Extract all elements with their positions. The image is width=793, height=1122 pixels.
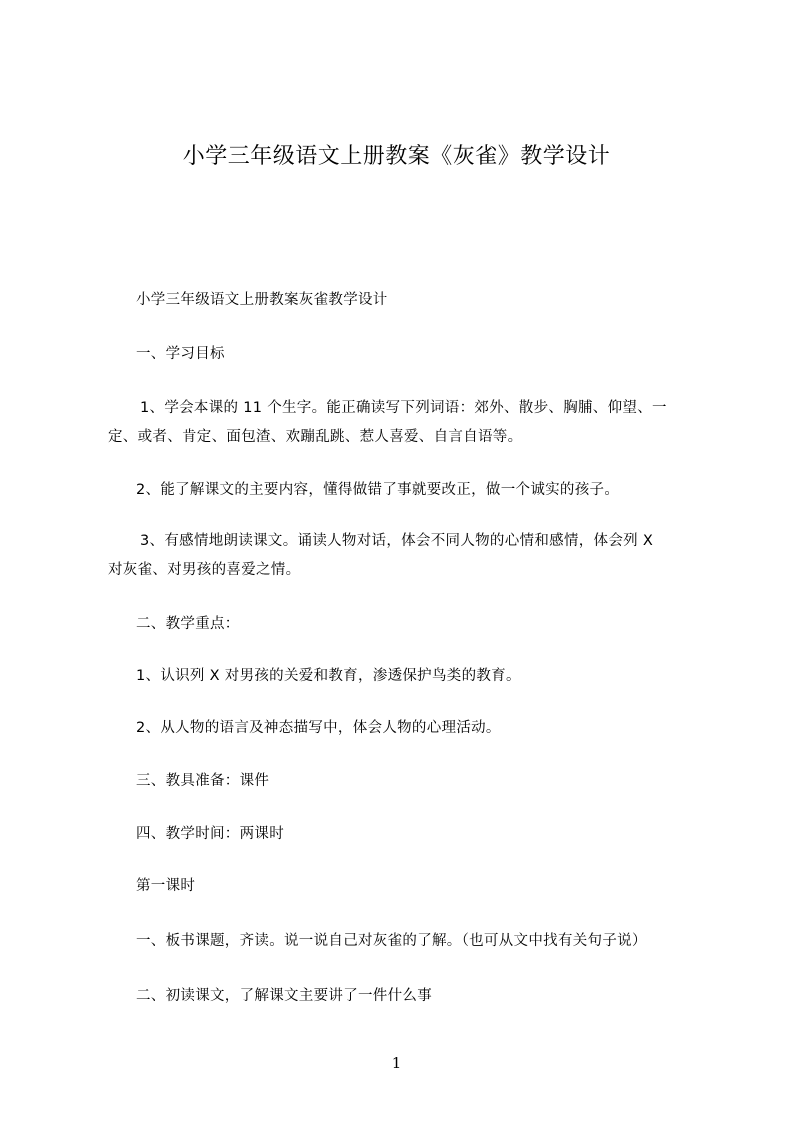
section-heading-time: 四、教学时间：两课时 — [136, 826, 284, 842]
step-1-paragraph: 一、板书课题，齐读。说一说自己对灰雀的了解。（也可从文中找有关句子说） — [136, 933, 647, 949]
section-heading-materials: 三、教具准备：课件 — [136, 773, 270, 789]
step-2-paragraph: 二、初读课文，了解课文主要讲了一件什么事 — [136, 988, 432, 1004]
objective-1-line-1: 1、学会本课的 11 个生字。能正确读写下列词语：郊外、散步、胸脯、仰望、一 — [140, 400, 667, 416]
objective-1-paragraph — [108, 394, 708, 452]
section-heading-objectives: 一、学习目标 — [136, 346, 225, 362]
lesson-heading: 第一课时 — [136, 878, 196, 894]
objective-2-paragraph: 2、能了解课文的主要内容，懂得做错了事就要改正，做一个诚实的孩子。 — [136, 482, 620, 498]
subtitle-paragraph: 小学三年级语文上册教案灰雀教学设计 — [136, 292, 388, 308]
document-title: 小学三年级语文上册教案《灰雀》教学设计 — [182, 144, 611, 169]
objective-1-line-2: 定、或者、肯定、面包渣、欢蹦乱跳、惹人喜爱、自言自语等。 — [108, 429, 523, 445]
key-point-2-paragraph: 2、从人物的语言及神态描写中，体会人物的心理活动。 — [136, 720, 501, 736]
key-point-1-paragraph: 1、认识列 X 对男孩的关爱和教育，渗透保护鸟类的教育。 — [136, 668, 521, 684]
objective-3-paragraph — [108, 527, 708, 585]
page-number: 1 — [391, 1054, 402, 1072]
objective-3-line-2: 对灰雀、对男孩的喜爱之情。 — [108, 562, 301, 578]
section-heading-key-points: 二、教学重点： — [136, 616, 240, 632]
objective-3-line-1: 3、有感情地朗读课文。诵读人物对话，体会不同人物的心情和感情，体会列 X — [140, 533, 654, 549]
